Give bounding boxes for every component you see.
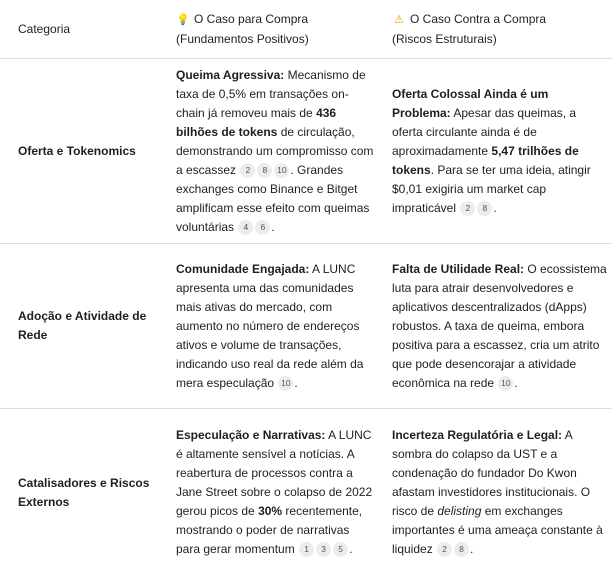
con-cell: Incerteza Regulatória e Legal: A sombra do colapso da UST e a condenação do fundador Do Kwon afastam investidores institucionais. O risco de delisting em exchanges importantes é uma ameaça constante à liquidez 2 8 . (380, 409, 612, 576)
pro-cell: Especulação e Narrativas: A LUNC é altamente sensível a notícias. A reabertura de processos contra a Jane Street sobre o colapso de 2022 gerou picos de 30% recentemente, mostrando o poder de narrativas para gerar momentum 1 3 5 . (166, 409, 380, 576)
category-cell: Catalisadores e Riscos Externos (0, 409, 166, 576)
pro-cell: Comunidade Engajada: A LUNC apresenta uma das comunidades mais ativas do mercado, com aumento no número de endereços ativos e volume de transações, indicando uso real da rede além da mera especulação 10 . (166, 244, 380, 409)
header-con: ⚠ O Caso Contra a Compra (Riscos Estruturais) (380, 0, 612, 59)
header-row (0, 0, 612, 59)
table-row (0, 59, 612, 244)
citation-badge[interactable]: 6 (255, 220, 270, 235)
header-category: Categoria (0, 0, 166, 59)
citation-badge[interactable]: 10 (278, 376, 293, 391)
con-cell: Falta de Utilidade Real: O ecossistema luta para atrair desenvolvedores e aplicativos descentralizados (dApps) robustos. A taxa de queima, embora positiva para a escassez, cria um atrito que pode desencorajar a atividade econômica na rede 10 . (380, 244, 612, 409)
table-row (0, 409, 612, 576)
citation-badge[interactable]: 8 (257, 163, 272, 178)
category-cell: Oferta e Tokenomics (0, 59, 166, 244)
header-pro: 💡 O Caso para Compra (Fundamentos Positivos) (166, 0, 380, 59)
citation-badge[interactable]: 10 (498, 376, 513, 391)
citation-badge[interactable]: 5 (333, 542, 348, 557)
citation-badge[interactable]: 10 (274, 163, 289, 178)
citation-badge[interactable]: 4 (238, 220, 253, 235)
citation-badge[interactable]: 2 (240, 163, 255, 178)
citation-badge[interactable]: 8 (454, 542, 469, 557)
table-row (0, 244, 612, 409)
citation-badge[interactable]: 3 (316, 542, 331, 557)
lightbulb-icon: 💡 (176, 11, 190, 30)
warning-icon: ⚠ (392, 11, 406, 30)
con-cell: Oferta Colossal Ainda é um Problema: Apesar das queimas, a oferta circulante ainda é de aproximadamente 5,47 trilhões de tokens. Para se ter uma ideia, atingir $0,01 exigiria um market cap impraticável 2 8 . (380, 59, 612, 244)
citation-badge[interactable]: 2 (437, 542, 452, 557)
pro-cell: Queima Agressiva: Mecanismo de taxa de 0,5% em transações on-chain já removeu mais de 436 bilhões de tokens de circulação, demonstrando um compromisso com a escassez 2 8 10 . Grandes exchanges como Binance e Bitget amplificam esse efeito com queimas voluntárias 4 6 . (166, 59, 380, 244)
citation-badge[interactable]: 8 (477, 201, 492, 216)
citation-badge[interactable]: 2 (460, 201, 475, 216)
citation-badge[interactable]: 1 (299, 542, 314, 557)
category-cell: Adoção e Atividade de Rede (0, 244, 166, 409)
